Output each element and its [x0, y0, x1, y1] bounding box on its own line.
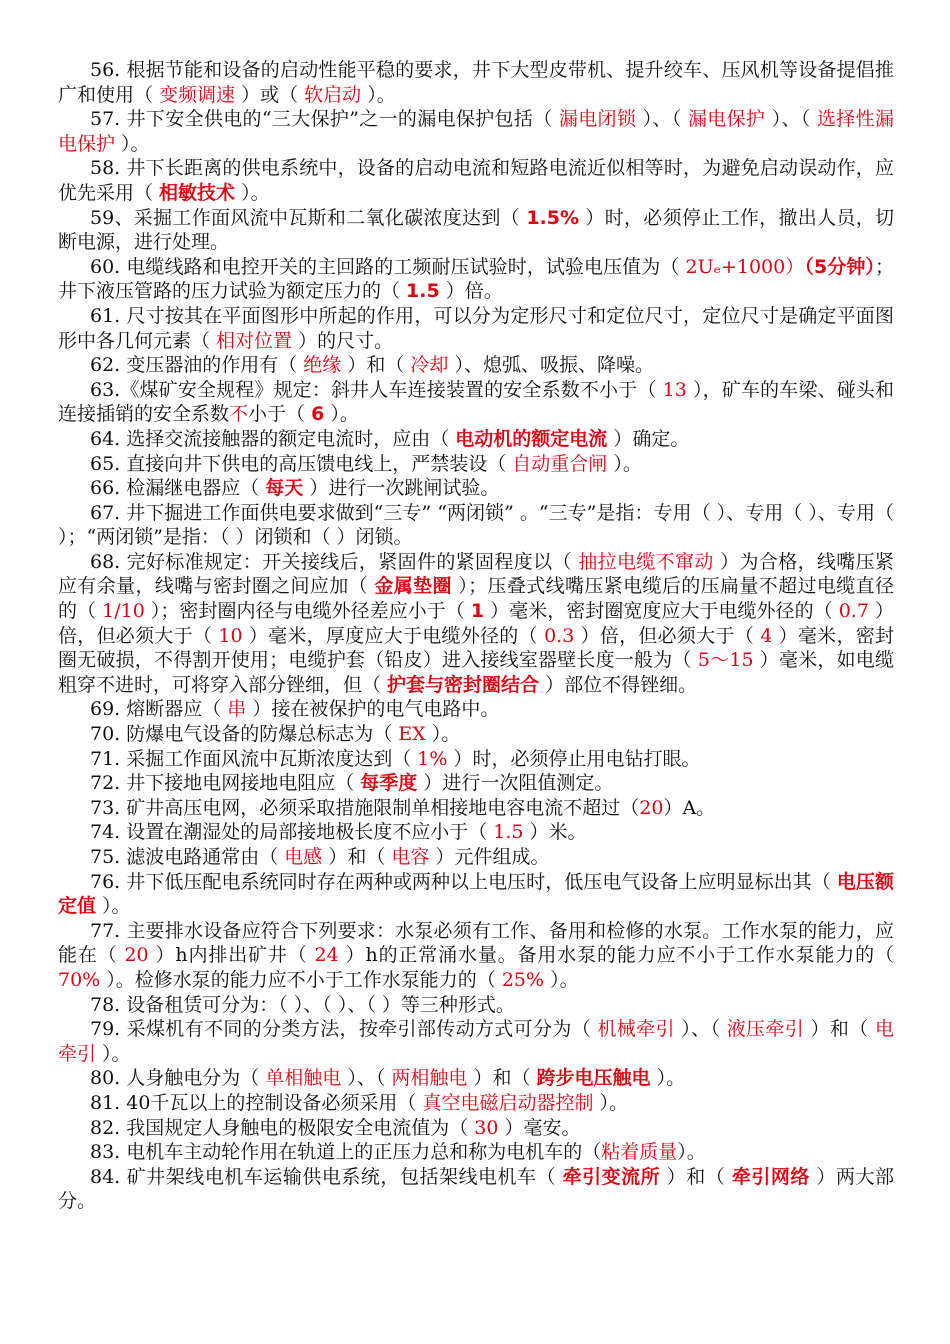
question-text: 67. 井下掘进工作面供电要求做到“三专” “两闭锁” 。“三专”是指：专用（ ）、专用（ ）、专用（ ）；“两闭锁”是指：（ ）闭锁和（ ）闭锁。: [58, 501, 894, 549]
answer-text: 选择性漏电保护: [58, 108, 894, 155]
question-56: [58, 58, 894, 107]
question-text: 71. 采掘工作面风流中瓦斯浓度达到（: [90, 747, 418, 770]
question-text: ）、（: [341, 1067, 392, 1090]
question-text: ）进行一次跳闸试验。: [303, 477, 500, 500]
question-text: 64. 选择交流接触器的额定电流时，应由（: [90, 427, 456, 450]
question-text: 82. 我国规定人身触电的极限安全电流值为（: [90, 1116, 475, 1139]
question-text: ）毫米，密封圈宽度应大于电缆外径的（: [484, 600, 839, 623]
question-text: ）h的正常涌水量。备用水泵的能力应不小于工作水泵能力的（: [338, 944, 894, 967]
answer-text: 粘着质量: [601, 1141, 678, 1164]
question-text: ）和（: [467, 1067, 537, 1090]
question-text: ）时，必须停止用电钻打眼。: [447, 747, 701, 770]
answer-text: 电动机的额定电流: [455, 427, 608, 450]
answer-text: EX: [398, 723, 426, 746]
question-text: ）米。: [523, 821, 587, 844]
answer-text: 5～15: [697, 649, 754, 672]
question-81: [58, 1091, 894, 1116]
question-document: [58, 58, 894, 1214]
question-text: 56. 根据节能和设备的启动性能平稳的要求，井下大型皮带机、提升绞车、压风机等设备提倡推广和使用（: [58, 59, 894, 106]
question-text: ），矿车的车梁、碰头和连接插销的安全系数: [58, 378, 894, 426]
answer-text: 4: [760, 624, 773, 647]
question-text: 81. 40千瓦以上的控制设备必须采用（: [90, 1091, 423, 1114]
answer-text: 金属垫圈: [374, 575, 452, 598]
question-text: 66. 检漏继电器应（: [90, 477, 266, 500]
question-78: [58, 993, 894, 1018]
question-text: 62. 变压器油的作用有（: [90, 354, 304, 377]
question-60: [58, 255, 894, 304]
answer-text: 电感: [284, 846, 323, 868]
question-text: 73. 矿井高压电网，必须采取措施限制单相接地电容电流不超过（: [90, 796, 640, 819]
question-79: [58, 1017, 894, 1066]
question-text: ）接在被保护的电气电路中。: [246, 698, 500, 721]
question-text: ）或（: [241, 83, 305, 106]
answer-text: 软启动: [304, 83, 362, 106]
answer-text: 1: [470, 600, 485, 623]
question-text: ）、（: [636, 108, 688, 131]
answer-text: 液压牵引: [726, 1018, 805, 1041]
question-64: [58, 427, 894, 452]
question-74: [58, 820, 894, 845]
question-text: ）和（: [660, 1165, 732, 1188]
answer-text: 20: [124, 944, 149, 967]
question-text: 57. 井下安全供电的“三大保护”之一的漏电保护包括（: [90, 108, 559, 131]
answer-text: 2Uₑ+1000: [685, 255, 786, 278]
question-text: ）。: [96, 1042, 131, 1065]
question-text: ）A。: [663, 796, 716, 819]
question-75: [58, 845, 894, 870]
question-text: ）毫米，厚度应大于电缆外径的（: [242, 624, 545, 647]
question-70: [58, 722, 894, 747]
question-65: [58, 452, 894, 477]
answer-text: 牵引网络: [731, 1165, 810, 1188]
question-text: 63.《煤矿安全规程》规定：斜井人车连接装置的安全系数不小于（: [90, 378, 663, 401]
question-text: ）、（: [674, 1018, 727, 1041]
question-text: ）和（: [322, 846, 392, 868]
question-62: [58, 353, 894, 378]
question-text: ）；密封圈内径与电缆外径差应小于（: [144, 600, 471, 623]
question-69: [58, 697, 894, 722]
answer-text: 冷却: [410, 354, 449, 377]
answer-text: 机械牵引: [597, 1018, 675, 1041]
question-text: ）和（: [341, 354, 411, 377]
question-text: ）的尺寸。: [292, 329, 394, 352]
question-text: ）。: [96, 895, 131, 918]
answer-text: 0.7: [838, 600, 869, 623]
question-text: ）进行一次阻值测定。: [417, 772, 614, 795]
answer-text: 20: [639, 796, 664, 819]
question-text: 72. 井下接地电网接地电阻应（: [90, 772, 361, 795]
question-text: 68. 完好标准规定：开关接线后，紧固件的紧固程度以（: [90, 550, 579, 573]
question-text: 70. 防爆电气设备的防爆总标志为（: [90, 723, 399, 746]
question-text: ）。: [650, 1067, 686, 1090]
question-77: [58, 919, 894, 993]
question-68: [58, 550, 894, 698]
question-text: ）为合格，线嘴压紧应有余量，线嘴与密封圈之间应加（: [58, 550, 895, 598]
question-82: [58, 1116, 894, 1141]
answer-text: 每季度: [360, 772, 418, 795]
question-text: ）。: [544, 968, 579, 991]
answer-text: 70%: [58, 968, 101, 991]
answer-text: 6: [311, 403, 325, 426]
question-72: [58, 771, 894, 796]
question-text: 69. 熔断器应（: [90, 698, 228, 721]
question-66: [58, 476, 894, 501]
question-text: 65. 直接向井下供电的高压馈电线上，严禁装设（: [90, 452, 513, 475]
answer-text: 漏电保护: [687, 108, 766, 131]
answer-text: 护套与密封圈结合: [387, 673, 540, 696]
question-text: 74. 设置在潮湿处的局部接地极长度不应小于（: [90, 821, 494, 844]
question-text: 60. 电缆线路和电控开关的主回路的工频耐压试验时，试验电压值为（: [90, 255, 686, 278]
answer-text: 1/10: [102, 600, 145, 623]
answer-text: 跨步电压触电: [536, 1067, 651, 1090]
question-text: ）确定。: [607, 427, 690, 450]
answer-text: 1.5: [406, 280, 440, 303]
question-text: ）。: [115, 132, 150, 155]
question-text: 小于（: [248, 403, 312, 426]
question-73: [58, 796, 894, 821]
answer-text: 每天: [265, 477, 304, 500]
answer-text: 10: [218, 624, 243, 647]
question-text: 83. 电机车主动轮作用在轨道上的正压力总和称为电机车的（: [90, 1141, 602, 1164]
answer-text: 串: [227, 698, 247, 721]
question-text: ）倍，但必须大于（: [574, 624, 761, 647]
question-59: [58, 206, 894, 255]
question-text: ）。: [607, 452, 642, 475]
answer-text: 牵引变流所: [562, 1165, 661, 1188]
answer-text: ）: [785, 255, 805, 278]
answer-text: 相敏技术: [159, 181, 236, 204]
question-63: [58, 378, 894, 427]
question-text: ）和（: [804, 1018, 875, 1041]
question-text: ）元件组成。: [429, 846, 550, 868]
answer-text: 30: [474, 1116, 499, 1139]
question-text: ）、熄弧、吸振、降噪。: [448, 354, 654, 377]
question-84: [58, 1165, 894, 1214]
answer-text: 真空电磁启动器控制: [422, 1091, 594, 1114]
answer-text: 绝缘: [303, 354, 342, 377]
question-text: ）毫米，如电缆粗穿不进时，可将穿入部分锉细，但（: [58, 649, 894, 696]
question-text: ）；压叠式线嘴压紧电缆后的压扁量不超过电缆直径的（: [58, 575, 894, 623]
question-text: ）。: [324, 403, 359, 426]
question-text: 77. 主要排水设备应符合下列要求：水泵必须有工作、备用和检修的水泵。工作水泵的能力，应能在（: [58, 919, 894, 967]
answer-text: 相对位置: [216, 329, 293, 352]
question-text: 59、采掘工作面风流中瓦斯和二氧化碳浓度达到（: [90, 206, 527, 229]
question-text: ）倍。: [439, 280, 503, 303]
answer-text: 不: [229, 403, 249, 426]
question-text: ）时，必须停止工作，撤出人员，切断电源，进行处理。: [58, 206, 895, 254]
answer-text: 两相触电: [391, 1067, 468, 1090]
question-57: [58, 107, 894, 156]
question-58: [58, 156, 894, 205]
question-text: 58. 井下长距离的供电系统中，设备的启动电流和短路电流近似相等时，为避免启动误动作，应优先采用（: [58, 157, 894, 204]
question-text: 79. 采煤机有不同的分类方法，按牵引部传动方式可分为（: [90, 1018, 598, 1041]
question-text: ）。: [425, 723, 461, 746]
question-text: 75. 滤波电路通常由（: [90, 846, 285, 868]
question-text: 80. 人身触电分为（: [90, 1067, 266, 1090]
answer-text: 漏电闭锁: [558, 108, 637, 131]
answer-text: 1.5: [493, 821, 524, 844]
question-61: [58, 304, 894, 353]
question-text: ）。: [361, 83, 396, 106]
answer-text: 1%: [417, 747, 448, 770]
question-text: ）。: [677, 1141, 706, 1164]
question-67: [58, 501, 894, 550]
answer-text: 电容: [391, 846, 430, 868]
answer-text: 单相触电: [265, 1067, 342, 1090]
answer-text: 13: [662, 378, 687, 401]
question-text: ）h内排出矿井（: [148, 944, 315, 967]
question-text: 78. 设备租赁可分为：（ ）、（ ）、（ ）等三种形式。: [90, 993, 515, 1016]
question-71: [58, 747, 894, 772]
answer-text: 0.3: [544, 624, 575, 647]
question-text: ）部位不得锉细。: [539, 673, 698, 696]
answer-text: （5分钟）: [804, 255, 875, 278]
question-83: [58, 1140, 894, 1165]
answer-text: 抽拉电缆不窜动: [578, 550, 714, 573]
question-text: ）。检修水泵的能力应不小于工作水泵能力的（: [100, 968, 502, 991]
question-text: ；井下液压管路的压力试验为额定压力的（: [58, 255, 894, 303]
question-text: ）毫米，密封圈无破损，不得割开使用；电缆护套（铅皮）进入接线室器壁长度一般为（: [58, 624, 894, 672]
question-76: [58, 870, 894, 919]
question-text: ）。: [235, 181, 270, 204]
question-text: ）、（: [765, 108, 817, 131]
answer-text: 25%: [501, 968, 545, 991]
answer-text: 1.5%: [526, 206, 580, 229]
question-text: 61. 尺寸按其在平面图形中所起的作用，可以分为定形尺寸和定位尺寸，定位尺寸是确定平面图形中各几何元素（: [58, 304, 894, 352]
answer-text: 24: [314, 944, 339, 967]
answer-text: 自动重合闸: [512, 452, 608, 475]
question-text: 84. 矿井架线电机车运输供电系统，包括架线电机车（: [90, 1165, 563, 1188]
answer-text: 变频调速: [159, 83, 242, 106]
answer-text: 电压额定值: [58, 870, 894, 918]
question-text: 76. 井下低压配电系统同时存在两种或两种以上电压时，低压电气设备上应明显标出其（: [90, 870, 837, 893]
question-text: ）毫安。: [498, 1116, 581, 1139]
question-text: ）。: [593, 1091, 629, 1114]
question-text: ）两大部分。: [58, 1165, 894, 1213]
answer-text: 电牵引: [58, 1018, 894, 1065]
question-text: ）倍，但必须大于（: [58, 600, 894, 647]
question-80: [58, 1066, 894, 1091]
